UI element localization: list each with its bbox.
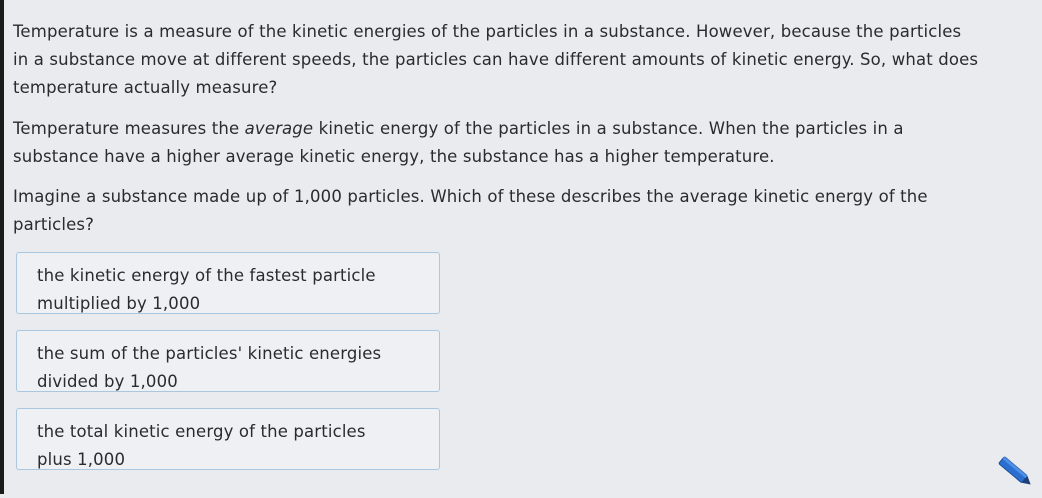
answer-option-3[interactable] [16,408,440,470]
intro-line-2: in a substance move at different speeds, the particles can have different amounts of kinetic energy. So, what does [13,50,979,69]
answer-options [16,252,1042,470]
option-1-line-2: multiplied by 1,000 [37,294,201,313]
explanation-line-2: substance have a higher average kinetic energy, the substance has a higher temperature. [13,147,775,166]
prompt-line-1: Imagine a substance made up of 1,000 particles. Which of these describes the average kinetic energy of the [13,187,928,206]
answer-option-2[interactable] [16,330,440,392]
intro-line-3: temperature actually measure? [13,78,278,97]
question-content [13,18,1042,486]
explanation-text-after: kinetic energy of the particles in a substance. When the particles in a [313,119,904,138]
pencil-icon[interactable] [993,450,1037,494]
option-3-line-2: plus 1,000 [37,450,126,469]
option-1-line-1: the kinetic energy of the fastest particle [37,266,376,285]
option-2-line-2: divided by 1,000 [37,372,178,391]
intro-line-1: Temperature is a measure of the kinetic energies of the particles in a substance. However, because the particles [13,22,962,41]
explanation-line-1 [13,115,1042,143]
prompt-line-2: particles? [13,215,95,234]
left-border [0,0,4,494]
emphasis-average: average [244,119,314,138]
explanation-text-before: Temperature measures the [13,119,245,138]
answer-option-1[interactable] [16,252,440,314]
option-3-line-1: the total kinetic energy of the particles [37,422,366,441]
option-2-line-1: the sum of the particles' kinetic energies [37,344,382,363]
